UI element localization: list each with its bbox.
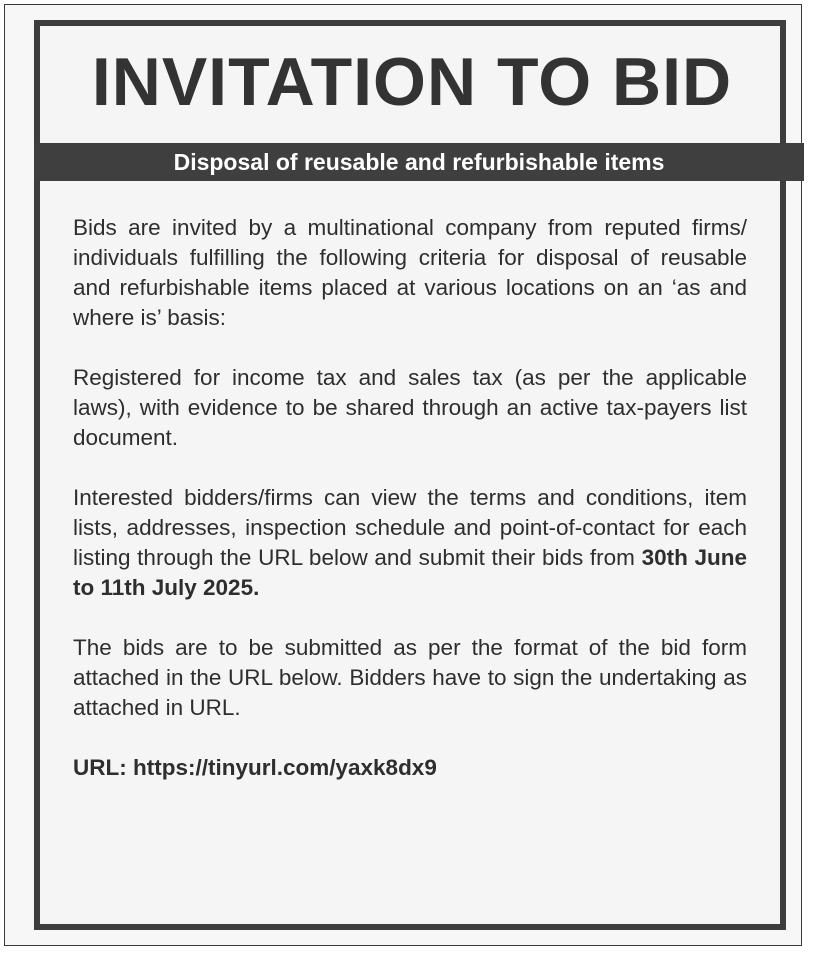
url-label: URL:	[73, 755, 127, 780]
paragraph-invitation: Bids are invited by a multinational company from reputed firms/ individuals fulfilling the following criteria for disposal of reusable and refurbishable items placed at various locations on an ‘as and where is’ basis:	[73, 215, 747, 330]
url-link[interactable]: https://tinyurl.com/yaxk8dx9	[133, 755, 437, 780]
instructions-text: Interested bidders/firms can view the terms and conditions, item lists, addresses, inspection schedule and point-of-contact for each listing through the URL below and submit their bids from	[73, 485, 747, 570]
url-line	[73, 753, 747, 783]
paragraph-submission: The bids are to be submitted as per the format of the bid form attached in the URL below. Bidders have to sign the undertaking as attached in URL.	[73, 635, 747, 720]
notice-body	[73, 213, 747, 813]
paragraph-instructions	[73, 483, 747, 603]
notice-title: INVITATION TO BID	[91, 44, 733, 120]
bid-dates: 30th June to 11th July 2025.	[73, 545, 748, 600]
notice-subtitle-banner: Disposal of reusable and refurbishable items	[34, 143, 804, 181]
paragraph-criteria: Registered for income tax and sales tax (as per the applicable laws), with evidence to be shared through an active tax-payers list document.	[73, 365, 747, 450]
